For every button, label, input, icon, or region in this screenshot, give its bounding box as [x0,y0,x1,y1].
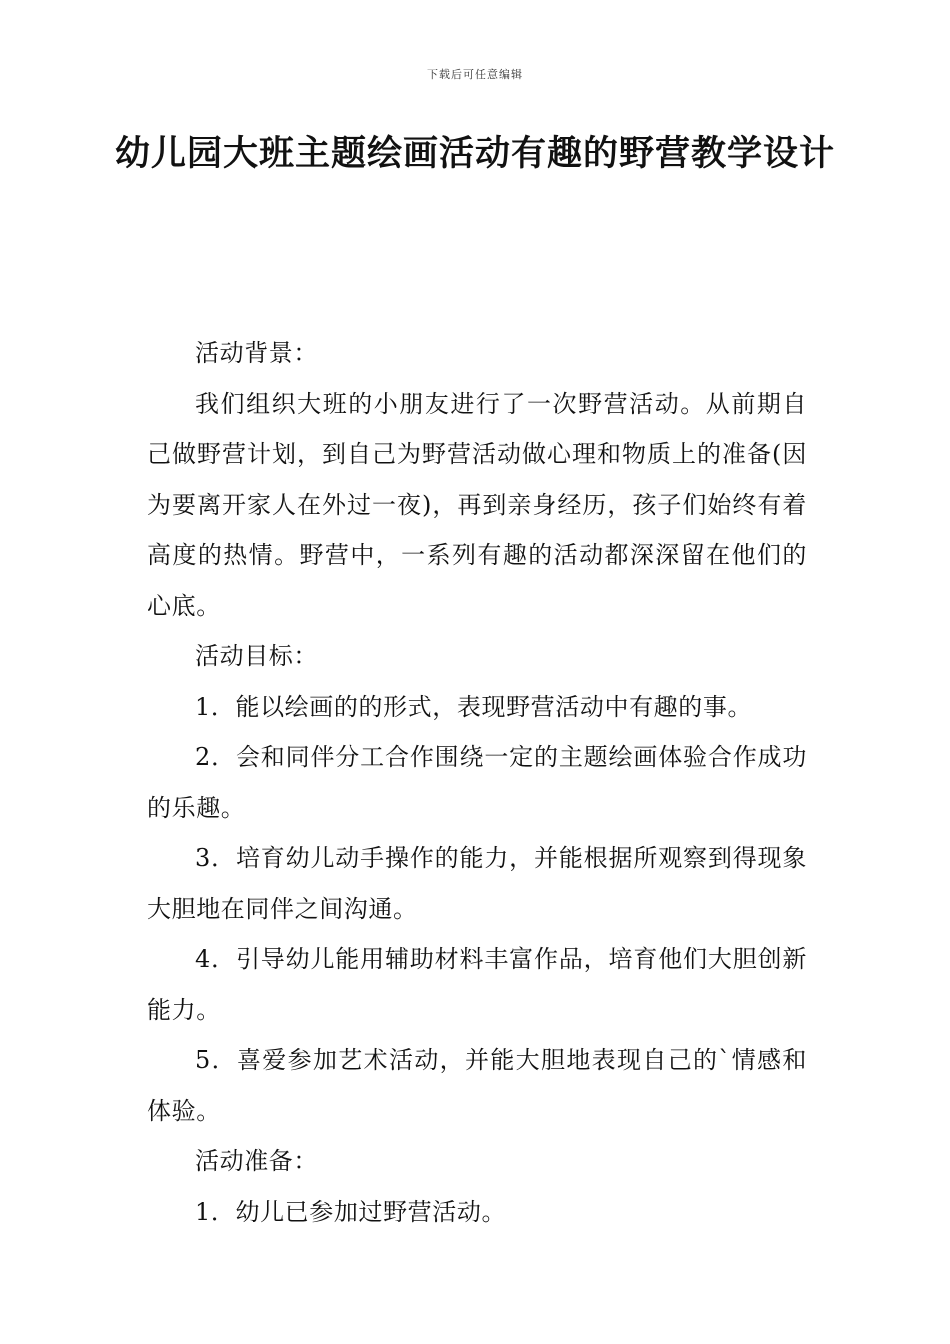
document-body [147,328,807,1237]
goal-item-4: 4．引导幼儿能用辅助材料丰富作品，培育他们大胆创新能力。 [147,945,807,1024]
document-title: 幼儿园大班主题绘画活动有趣的野营教学设计 [114,134,835,174]
goal-item-2: 2．会和同伴分工合作围绕一定的主题绘画体验合作成功的乐趣。 [147,743,807,822]
goal-item-1: 1．能以绘画的的形式，表现野营活动中有趣的事。 [195,692,753,721]
section-heading-goals: 活动目标： [195,642,318,670]
header-note: 下载后可任意编辑 [427,68,523,81]
prep-item-1: 1．幼儿已参加过野营活动。 [195,1197,507,1226]
section-heading-prep: 活动准备： [195,1147,318,1175]
goal-item-3: 3．培育幼儿动手操作的能力，并能根据所观察到得现象大胆地在同伴之间沟通。 [147,844,807,923]
goal-item-5: 5．喜爱参加艺术活动，并能大胆地表现自己的`情感和体验。 [147,1046,807,1125]
section-heading-background: 活动背景： [195,339,318,367]
paragraph-background: 我们组织大班的小朋友进行了一次野营活动。从前期自己做野营计划，到自己为野营活动做心理和物质上的准备(因为要离开家人在外过一夜)，再到亲身经历，孩子们始终有着高度的热情。野营中，一系列有趣的活动都深深留在他们的心底。 [147,389,807,620]
